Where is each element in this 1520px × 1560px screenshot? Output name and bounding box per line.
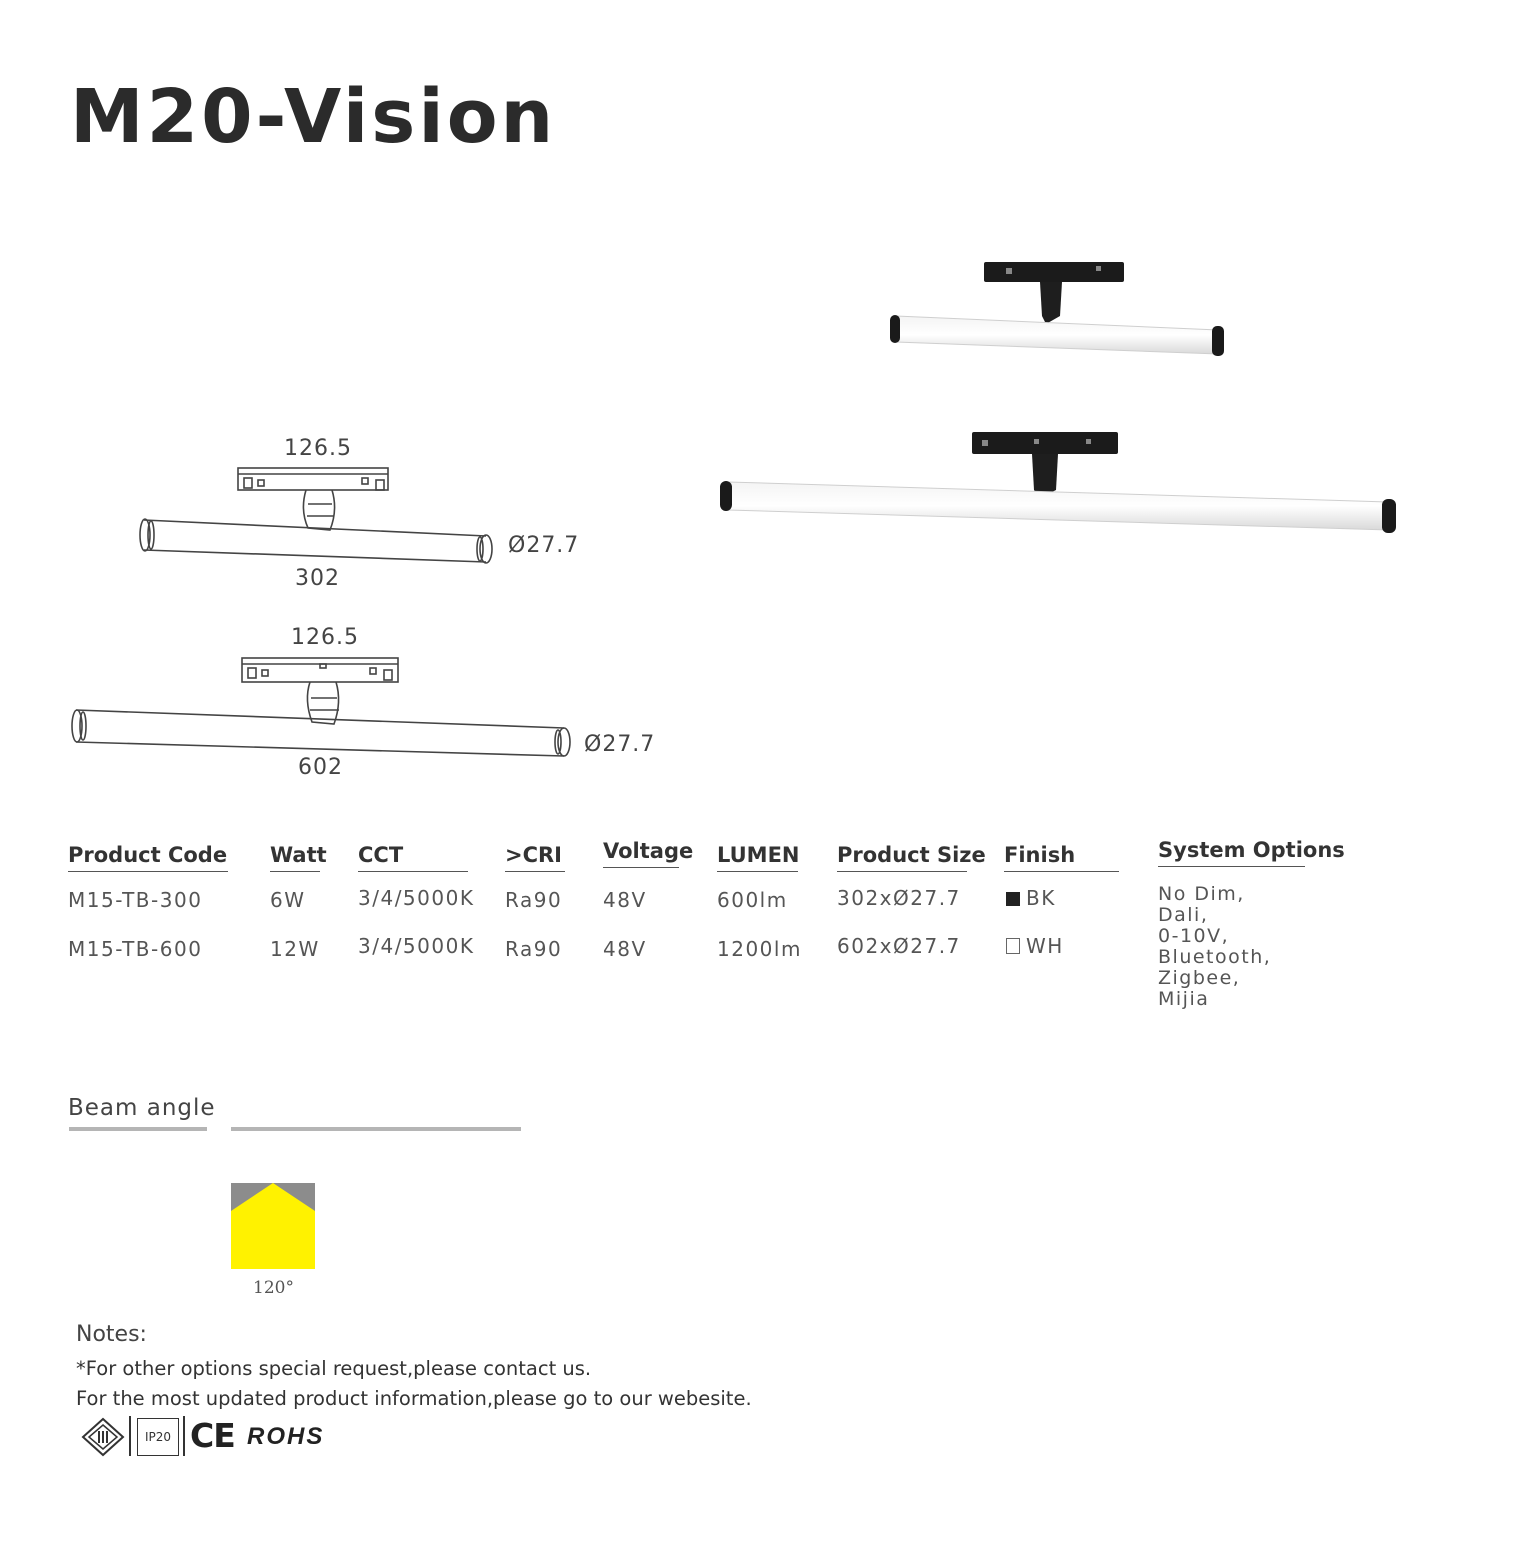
system-option: Bluetooth, <box>1158 946 1272 968</box>
product-photo-600 <box>720 432 1396 533</box>
row-1-code: M15-TB-300 <box>68 888 203 912</box>
finish-swatch-black <box>1006 892 1020 906</box>
row-1-finish <box>1006 886 1056 910</box>
header-cct: CCT <box>358 843 468 872</box>
row-2-lumen: 1200lm <box>717 937 802 961</box>
system-option: Zigbee, <box>1158 967 1241 989</box>
row-1-lumen: 600lm <box>717 888 788 912</box>
system-options-list <box>1158 884 1271 1010</box>
dimension-drawing-600 <box>64 650 584 765</box>
row-1-watt: 6W <box>270 888 306 912</box>
product-photo-300 <box>890 262 1224 356</box>
page-title: M20-Vision <box>70 74 557 160</box>
beam-label-underline <box>69 1127 207 1131</box>
system-option: No Dim, <box>1158 883 1245 905</box>
system-option: 0-10V, <box>1158 925 1230 947</box>
drawing-1-diameter: Ø27.7 <box>508 533 580 558</box>
row-1-finish-label: BK <box>1026 886 1056 910</box>
header-system-options: System Options <box>1158 838 1305 867</box>
header-voltage: Voltage <box>603 839 679 868</box>
row-2-cct: 3/4/5000K <box>358 934 475 958</box>
cert-divider <box>129 1416 131 1456</box>
finish-swatch-white <box>1006 938 1020 954</box>
system-option: Dali, <box>1158 904 1209 926</box>
row-2-watt: 12W <box>270 937 320 961</box>
row-2-size: 602xØ27.7 <box>837 934 961 958</box>
class-iii-icon <box>80 1416 126 1458</box>
row-2-voltage: 48V <box>603 937 647 961</box>
note-line-1: *For other options special request,please contact us. <box>76 1357 592 1380</box>
header-cri: >CRI <box>505 843 565 872</box>
beam-angle-icon <box>231 1183 315 1269</box>
drawing-1-length: 302 <box>295 566 340 591</box>
notes-title: Notes: <box>76 1322 147 1347</box>
row-2-cri: Ra90 <box>505 937 563 961</box>
beam-angle-label: Beam angle <box>68 1095 216 1121</box>
note-line-2: For the most updated product information,please go to our webesite. <box>76 1387 752 1410</box>
product-photos <box>700 240 1420 560</box>
rohs-mark: ROHS <box>247 1423 325 1450</box>
header-lumen: LUMEN <box>717 843 798 872</box>
beam-section-divider <box>231 1127 521 1131</box>
beam-angle-value: 120° <box>253 1278 294 1298</box>
row-1-size: 302xØ27.7 <box>837 886 961 910</box>
header-finish: Finish <box>1004 843 1119 872</box>
ce-mark: CE <box>190 1416 235 1455</box>
drawing-2-top-width: 126.5 <box>291 625 359 650</box>
system-option: Mijia <box>1158 988 1210 1010</box>
drawing-2-diameter: Ø27.7 <box>584 732 656 757</box>
row-1-cri: Ra90 <box>505 888 563 912</box>
ip20-badge: IP20 <box>137 1418 179 1456</box>
header-watt: Watt <box>270 843 320 872</box>
row-2-finish <box>1006 934 1064 958</box>
header-product-code: Product Code <box>68 843 228 872</box>
drawing-1-top-width: 126.5 <box>284 436 352 461</box>
header-product-size: Product Size <box>837 843 967 872</box>
row-2-finish-label: WH <box>1026 934 1064 958</box>
row-1-cct: 3/4/5000K <box>358 886 475 910</box>
row-2-code: M15-TB-600 <box>68 937 203 961</box>
row-1-voltage: 48V <box>603 888 647 912</box>
drawing-2-length: 602 <box>298 755 343 780</box>
dimension-drawing-300 <box>130 460 510 570</box>
cert-divider <box>183 1416 185 1456</box>
